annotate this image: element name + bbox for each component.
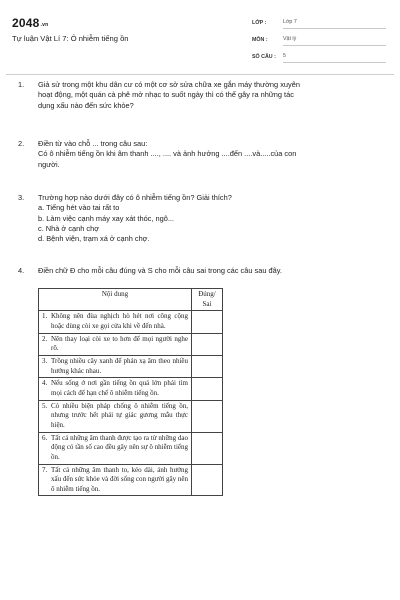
true-false-table [38,288,223,496]
statement-text: Nên thay loại còi xe to hơn để mọi người nghe rõ. [51,334,188,353]
statement [42,335,188,354]
table-row [39,400,223,432]
subject-value: Vật lý [283,36,386,46]
statement [42,357,188,376]
question-1 [18,80,376,111]
class-label: LỚP : [252,19,267,26]
statement-number: 4. [42,379,48,388]
statement-number: 6. [42,433,48,442]
question-line: Điền chữ Đ cho mỗi câu đúng và S cho mỗi câu sai trong các câu sau đây. [38,266,282,275]
answer-header-line: Sai [202,299,212,308]
statement-text: Tất cả những âm thanh được tạo ra từ những dao động có tần số cao đều gây nên sự ô nhiễm tiếng ồn. [51,433,188,461]
answer-cell[interactable] [192,311,223,333]
statement-cell [39,378,192,400]
question-body [38,266,376,276]
statement-text: Không nên đùa nghịch hò hét nơi công cộng hoặc dùng còi xe gọi cửa khi về đến nhà. [51,312,188,330]
question-body [38,193,376,245]
question-line: Có ô nhiễm tiếng ồn khi âm thanh ...., .... và ảnh hưởng ....đến ....và.....của con [38,149,297,159]
statement [42,379,188,398]
statement [42,434,188,463]
logo-main: 2048 [12,16,40,30]
option-a: a. Tiếng hét vào tai rất to [38,203,120,213]
answer-cell[interactable] [192,355,223,377]
question-2 [18,139,376,170]
statement [42,466,188,495]
logo-suffix: .vn [40,22,49,28]
question-line: Trường hợp nào dưới đây có ô nhiễm tiếng ồn? Giải thích? [38,193,232,202]
content-column-header: Nội dung [39,289,192,311]
answer-cell[interactable] [192,378,223,400]
question-number: 2. [18,139,25,148]
question-line: người. [38,159,60,169]
question-line: Giả sử trong một khu dân cư có một cơ sở sửa chữa xe gắn máy thường xuyên [38,80,300,89]
statement-cell [39,464,192,496]
statement [42,312,188,331]
question-line: dụng xấu nào đến sức khỏe? [38,100,134,110]
question-line: hoạt động, một quán cà phê mở nhạc to suốt ngày thì có thể gây ra những tác [38,90,294,100]
statement-text: Tất cả những âm thanh to, kéo dài, ảnh hưởng xấu đến sức khỏe và đời sống con người gây nên ô nhiễm tiếng ồn. [51,465,188,493]
class-value: Lớp 7 [283,19,386,29]
answer-cell[interactable] [192,432,223,464]
question-body [38,139,376,170]
question-line: Điền từ vào chỗ ... trong câu sau: [38,139,148,148]
statement-cell [39,400,192,432]
question-body [38,80,376,111]
question-count-value: 5 [283,53,386,63]
header-divider [6,74,394,75]
answer-cell[interactable] [192,464,223,496]
question-number: 1. [18,80,25,89]
table-row [39,378,223,400]
statement-text: Trồng nhiều cây xanh để phản xạ âm theo nhiều hướng khác nhau. [51,356,188,375]
subject-field [252,32,386,46]
site-logo[interactable] [12,15,48,32]
statement-cell [39,311,192,333]
answer-cell[interactable] [192,400,223,432]
question-4 [18,266,376,276]
statement-cell [39,432,192,464]
answer-cell[interactable] [192,333,223,355]
table-row [39,464,223,496]
question-3 [18,193,376,245]
question-number: 3. [18,193,25,202]
subject-label: MÔN : [252,36,268,43]
table-row [39,333,223,355]
question-count-field [252,49,386,63]
question-number: 4. [18,266,25,275]
table-header-row [39,289,223,311]
statement-cell [39,355,192,377]
option-d: d. Bệnh viện, trạm xá ở cạnh chợ. [38,234,150,244]
answer-header-line: Đúng/ [198,290,216,298]
worksheet-title: Tự luận Vật Lí 7: Ô nhiễm tiếng ồn [12,34,129,43]
statement-text: Nếu sống ở nơi gần tiếng ồn quá lớn phải tìm mọi cách để hạn chế ô nhiễm tiếng ồn. [51,379,188,397]
statement-number: 7. [42,465,48,474]
class-field [252,15,386,29]
table-row [39,355,223,377]
info-fields [252,15,386,66]
option-c: c. Nhà ở cạnh chợ [38,224,100,234]
option-b: b. Làm việc cạnh máy xay xát thóc, ngô... [38,213,174,223]
statement-number: 5. [42,401,48,410]
table-row [39,311,223,333]
statement-number: 2. [42,334,48,343]
statement-number: 3. [42,356,48,365]
statement-cell [39,333,192,355]
statement [42,402,188,431]
statement-text: Có nhiều biện pháp chống ô nhiễm tiếng ồn, nhưng trước hết phải tự giác gương mẫu thực hiện. [51,401,188,429]
question-count-label: SỐ CÂU : [252,53,276,60]
answer-column-header [192,289,223,311]
table-row [39,432,223,464]
statement-number: 1. [42,312,48,321]
